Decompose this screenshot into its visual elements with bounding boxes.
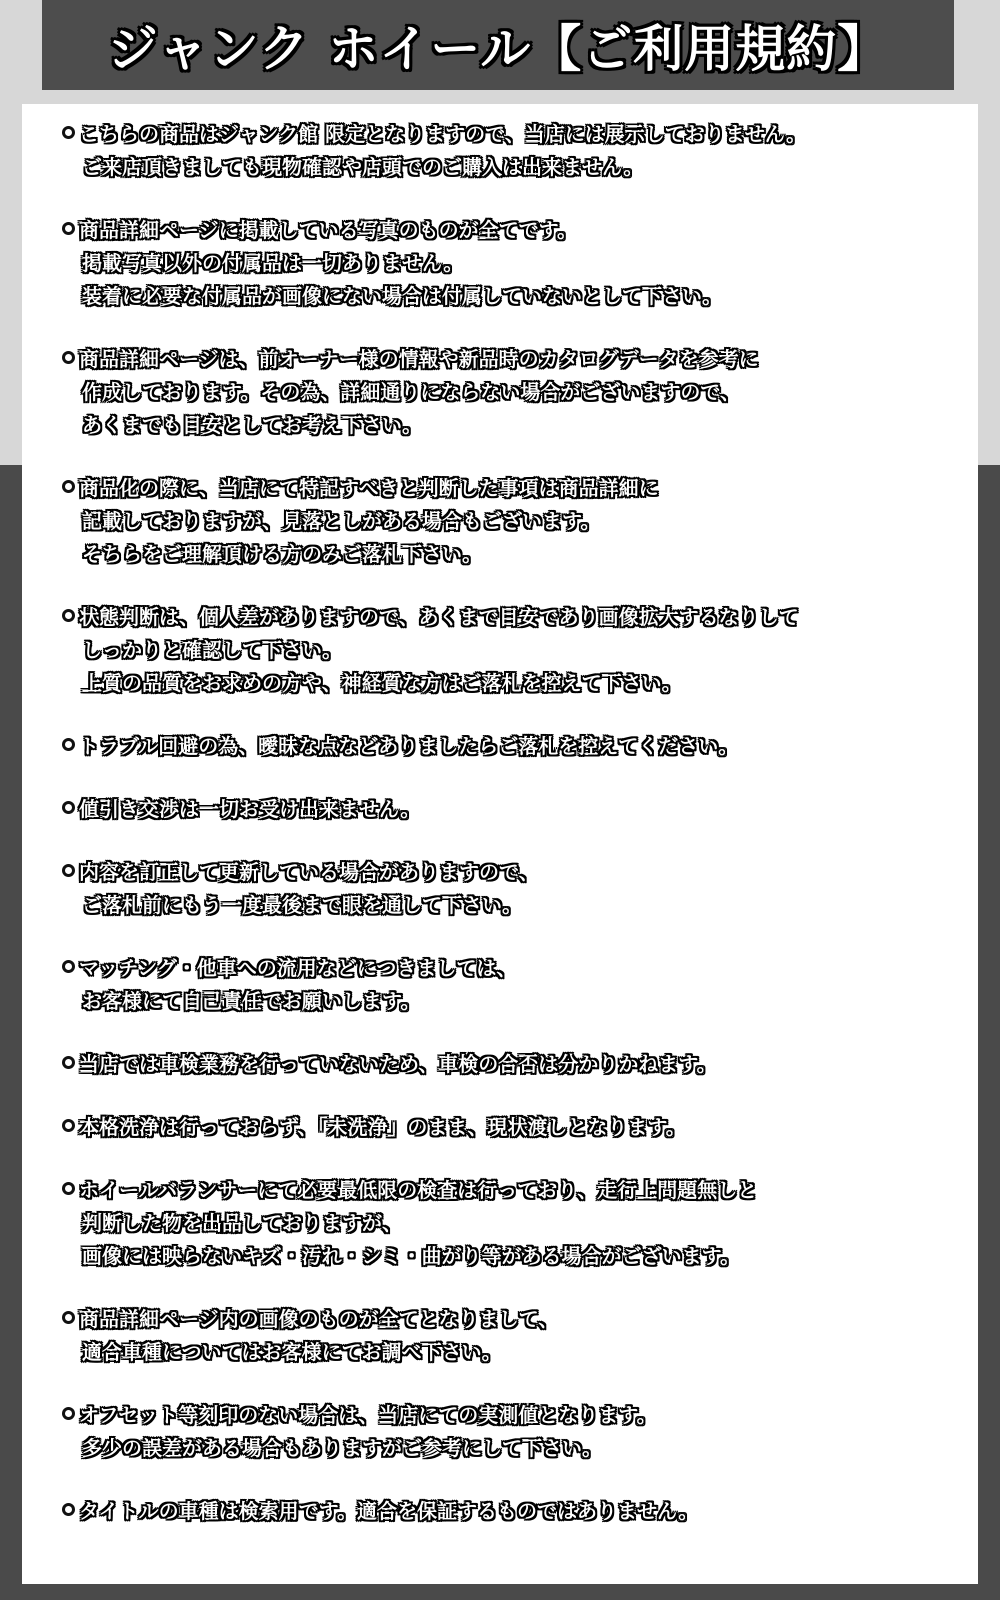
circle-bullet-icon xyxy=(62,864,75,877)
terms-text: こちらの商品はジャンク館 限定となりますので、当店には展示しておりません。 xyxy=(79,122,806,146)
page-title: ジャンク ホイール【ご利用規約】 xyxy=(107,20,889,78)
terms-text: 画像には映らないキズ・汚れ・シミ・曲がり等がある場合がございます。 xyxy=(82,1244,740,1268)
terms-item-first-line xyxy=(62,1301,958,1334)
terms-text: 上質の品質をお求めの方や、神経質な方はご落札を控えて下さい。 xyxy=(82,671,682,695)
circle-bullet-icon xyxy=(62,738,75,751)
terms-text: 値引き交渉は一切お受け出来ません。 xyxy=(79,797,421,821)
terms-text: 状態判断は、個人差がありますので、あくまで目安であり画像拡大するなりして xyxy=(79,605,799,629)
terms-item-first-line xyxy=(62,854,958,887)
terms-item-first-line xyxy=(62,791,958,824)
terms-item-first-line xyxy=(62,341,958,374)
terms-item xyxy=(62,1172,958,1271)
circle-bullet-icon xyxy=(62,351,75,364)
terms-item-first-line xyxy=(62,1046,958,1079)
circle-bullet-icon xyxy=(62,480,75,493)
terms-text: しっかりと確認して下さい。 xyxy=(82,638,342,662)
terms-text: 作成しております。その為、詳細通りにならない場合がございますので、 xyxy=(82,380,740,404)
terms-text: あくまでも目安としてお考え下さい。 xyxy=(82,413,422,437)
terms-text: マッチング・他車への流用などにつきましては、 xyxy=(79,956,517,980)
terms-text: そちらをご理解頂ける方のみご落札下さい。 xyxy=(82,542,482,566)
terms-item-first-line xyxy=(62,470,958,503)
circle-bullet-icon xyxy=(62,222,75,235)
circle-bullet-icon xyxy=(62,1056,75,1069)
terms-item-line xyxy=(62,374,958,407)
terms-item-first-line xyxy=(62,1172,958,1205)
terms-item-line xyxy=(62,536,958,569)
terms-item xyxy=(62,341,958,440)
terms-item-line xyxy=(62,1334,958,1367)
terms-text: 判断した物を出品しておりますが、 xyxy=(82,1211,402,1235)
terms-text: 記載しておりますが、見落としがある場合もございます。 xyxy=(82,509,601,533)
terms-text: 商品詳細ページは、前オーナー様の情報や新品時のカタログデータを参考に xyxy=(79,347,759,371)
circle-bullet-icon xyxy=(62,126,75,139)
terms-item-line xyxy=(62,278,958,311)
terms-item-line xyxy=(62,1238,958,1271)
terms-text: 商品化の際に、当店にて特記すべきと判断した事項は商品詳細に xyxy=(79,476,659,500)
terms-text: 本格洗浄は行っておらず、「未洗浄」のまま、現状渡しとなります。 xyxy=(79,1115,686,1139)
terms-item-line xyxy=(62,1205,958,1238)
terms-item-first-line xyxy=(62,599,958,632)
terms-item xyxy=(62,1046,958,1079)
terms-item xyxy=(62,1397,958,1463)
terms-text: 適合車種についてはお客様にてお調べ下さい。 xyxy=(82,1340,502,1364)
terms-text: ご落札前にもう一度最後まで眼を通して下さい。 xyxy=(82,893,522,917)
terms-item-line xyxy=(62,149,958,182)
circle-bullet-icon xyxy=(62,1503,75,1516)
terms-text: 商品詳細ページに掲載している写真のものが全てです。 xyxy=(79,218,577,242)
terms-item-first-line xyxy=(62,116,958,149)
terms-text: 掲載写真以外の付属品は一切ありません。 xyxy=(82,251,464,275)
terms-item xyxy=(62,854,958,920)
terms-item xyxy=(62,1493,958,1526)
terms-text: タイトルの車種は検索用です。適合を保証するものではありません。 xyxy=(79,1499,699,1523)
terms-item xyxy=(62,599,958,698)
terms-item-line xyxy=(62,665,958,698)
terms-item-first-line xyxy=(62,728,958,761)
terms-item-first-line xyxy=(62,1109,958,1142)
circle-bullet-icon xyxy=(62,1119,75,1132)
terms-item-line xyxy=(62,632,958,665)
terms-text: ご来店頂きましても現物確認や店頭でのご購入は出来ません。 xyxy=(82,155,644,179)
terms-item xyxy=(62,212,958,311)
terms-item-first-line xyxy=(62,1397,958,1430)
terms-item-first-line xyxy=(62,1493,958,1526)
circle-bullet-icon xyxy=(62,1182,75,1195)
terms-item-first-line xyxy=(62,950,958,983)
terms-text: 当店では車検業務を行っていないため、車検の合否は分かりかねます。 xyxy=(79,1052,717,1076)
circle-bullet-icon xyxy=(62,609,75,622)
terms-text: トラブル回避の為、曖昧な点などありましたらご落札を控えてください。 xyxy=(79,734,739,758)
terms-item xyxy=(62,950,958,1016)
terms-item xyxy=(62,116,958,182)
terms-text: 多少の誤差がある場合もありますがご参考にして下さい。 xyxy=(82,1436,602,1460)
title-banner xyxy=(42,0,954,90)
terms-item-line xyxy=(62,245,958,278)
terms-item-first-line xyxy=(62,212,958,245)
terms-item-line xyxy=(62,503,958,536)
circle-bullet-icon xyxy=(62,1407,75,1420)
terms-panel xyxy=(22,104,978,1584)
terms-item xyxy=(62,1301,958,1367)
terms-text: 装着に必要な付属品が画像にない場合は付属していないとして下さい。 xyxy=(82,284,722,308)
terms-text: オフセット等刻印のない場合は、当店にての実測値となります。 xyxy=(79,1403,657,1427)
terms-item xyxy=(62,791,958,824)
terms-item-line xyxy=(62,407,958,440)
terms-text: お客様にて自己責任でお願いします。 xyxy=(82,989,421,1013)
terms-item xyxy=(62,1109,958,1142)
terms-item-line xyxy=(62,983,958,1016)
circle-bullet-icon xyxy=(62,960,75,973)
terms-text: 商品詳細ページ内の画像のものが全てとなりまして、 xyxy=(79,1307,559,1331)
terms-text: 内容を訂正して更新している場合がありますので、 xyxy=(79,860,539,884)
terms-item xyxy=(62,470,958,569)
circle-bullet-icon xyxy=(62,1311,75,1324)
terms-item xyxy=(62,728,958,761)
terms-item-line xyxy=(62,1430,958,1463)
terms-text: ホイールバランサーにて必要最低限の検査は行っており、走行上問題無しと xyxy=(79,1178,758,1202)
circle-bullet-icon xyxy=(62,801,75,814)
terms-item-line xyxy=(62,887,958,920)
